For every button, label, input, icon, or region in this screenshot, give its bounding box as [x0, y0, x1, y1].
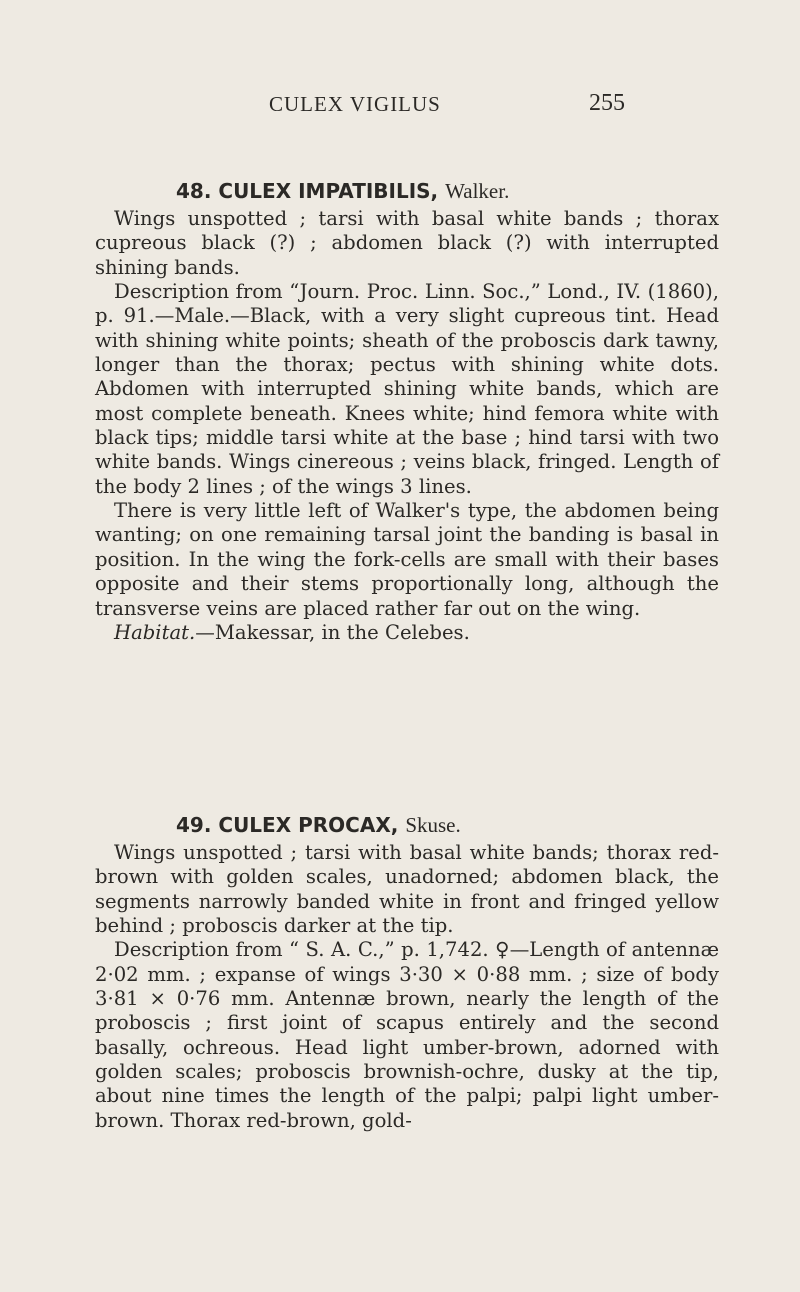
- paragraph-diagnosis: Wings unspotted ; tarsi with basal white bands ; thorax cupreous black (?) ; abdomen black (?) with interrupted shining bands.: [95, 207, 719, 279]
- entry-body-49: [95, 841, 719, 1133]
- paragraph-diagnosis: Wings unspotted ; tarsi with basal white bands; thorax red-brown with golden scales, unadorned; abdomen black, the segments narrowly banded white in front and fringed yellow behind ; proboscis darker at the tip.: [95, 841, 719, 938]
- running-title: CULEX VIGILUS: [269, 92, 441, 116]
- entry-author: Walker.: [445, 179, 510, 203]
- paragraph-description: Description from “ S. A. C.,” p. 1,742. ♀—Length of antennæ 2·02 mm. ; expanse of wings 3·30 × 0·88 mm. ; size of body 3·81 × 0·76 mm. Antennæ brown, nearly the length of the proboscis ; first joint of scapus entirely and the second basally, ochreous. Head light umber-brown, adorned with golden scales; proboscis brownish-ochre, dusky at the tip, about nine times the length of the palpi; palpi light umber-brown. Thorax red-brown, gold-: [95, 938, 719, 1132]
- entry-title: 49. CULEX PROCAX,: [176, 813, 399, 837]
- habitat-label: Habitat.: [114, 620, 196, 644]
- paragraph-habitat: [95, 621, 719, 645]
- entry-heading-48: [176, 179, 509, 204]
- entry-title: 48. CULEX IMPATIBILIS,: [176, 179, 439, 203]
- paragraph-notes: There is very little left of Walker's type, the abdomen being wanting; on one remaining tarsal joint the banding is basal in position. In the wing the fork-cells are small with their bases opposite and their stems proportionally long, although the transverse veins are placed rather far out on the wing.: [95, 499, 719, 620]
- paragraph-description: Description from “Journ. Proc. Linn. Soc.,” Lond., IV. (1860), p. 91.—Male.—Black, with a very slight cupreous tint. Head with shining white points; sheath of the proboscis dark tawny, longer than the thorax; pectus with shining white dots. Abdomen with interrupted shining white bands, which are most complete beneath. Knees white; hind femora white with black tips; middle tarsi white at the base ; hind tarsi with two white bands. Wings cinereous ; veins black, fringed. Length of the body 2 lines ; of the wings 3 lines.: [95, 280, 719, 498]
- page-number: 255: [589, 90, 625, 116]
- entry-body-48: [95, 207, 719, 645]
- entry-heading-49: [176, 813, 461, 838]
- running-head: [0, 92, 800, 124]
- entry-author: Skuse.: [405, 813, 461, 837]
- habitat-text: —Makessar, in the Celebes.: [195, 620, 470, 644]
